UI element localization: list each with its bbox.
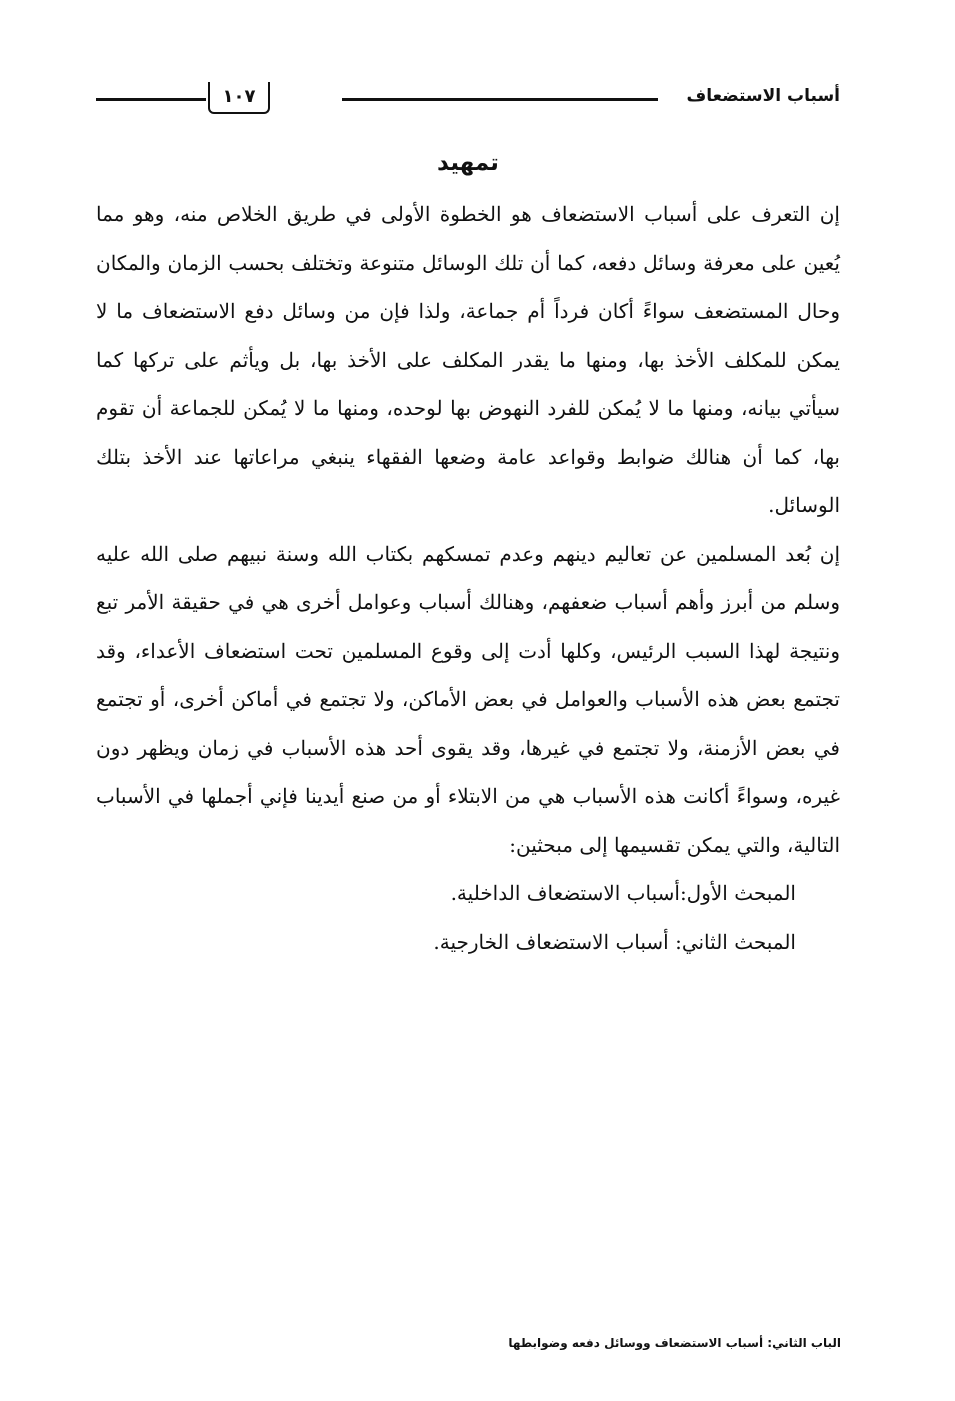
section-list	[96, 869, 840, 966]
header-rule-right	[342, 98, 658, 101]
running-header	[96, 80, 840, 120]
page-number: ١٠٧	[208, 82, 270, 114]
section-heading: تمهيد	[437, 150, 499, 176]
paragraph-causes: إن بُعد المسلمين عن تعاليم دينهم وعدم تمسكهم بكتاب الله وسنة نبيهم صلى الله عليه وسلم من أبرز وأهم أسباب ضعفهم، وهنالك أسباب وعوامل أخرى هي في حقيقة الأمر تبع ونتيجة لهذا السبب الرئيس، وكلها أدت إلى وقوع المسلمين تحت استضعاف الأعداء، وقد تجتمع بعض هذه الأسباب والعوامل في بعض الأماكن، ولا تجتمع في أماكن أخرى، أو تجتمع في بعض الأزمنة، ولا تجتمع في غيرها، وقد يقوى أحد هذه الأسباب في زمان ويظهر دون غيره، وسواءً أكانت هذه الأسباب هي من الابتلاء أو من صنع أيدينا فإني أجملها في الأسباب التالية، والتي يمكن تقسيمها إلى مبحثين:	[96, 541, 840, 857]
section-item-external: المبحث الثاني: أسباب الاستضعاف الخارجية.	[433, 929, 796, 954]
running-title: أسباب الاستضعاف	[686, 86, 840, 106]
header-rule-left	[96, 98, 206, 101]
paragraph-intro: إن التعرف على أسباب الاستضعاف هو الخطوة الأولى في طريق الخلاص منه، وهو مما يُعين على معرفة وسائل دفعه، كما أن تلك الوسائل متنوعة وتختلف بحسب الزمان والمكان وحال المستضعف سواءً أكان فرداً أم جماعة، ولذا فإن من وسائل دفع الاستضعاف ما لا يمكن للمكلف الأخذ بها، ومنها ما يقدر المكلف على الأخذ بها، بل ويأثم على تركها كما سيأتي بيانه، ومنها ما لا يُمكن للفرد النهوض بها لوحده، ومنها ما لا يُمكن للجماعة أن تقوم بها، كما أن هنالك ضوابط وقواعد عامة وضعها الفقهاء ينبغي مراعاتها عند الأخذ بتلك الوسائل.	[96, 202, 840, 517]
body-text	[96, 190, 840, 966]
running-footer: الباب الثاني: أسباب الاستضعاف ووسائل دفعه وضوابطها	[508, 1336, 841, 1350]
section-item-internal: المبحث الأول:أسباب الاستضعاف الداخلية.	[450, 881, 796, 905]
